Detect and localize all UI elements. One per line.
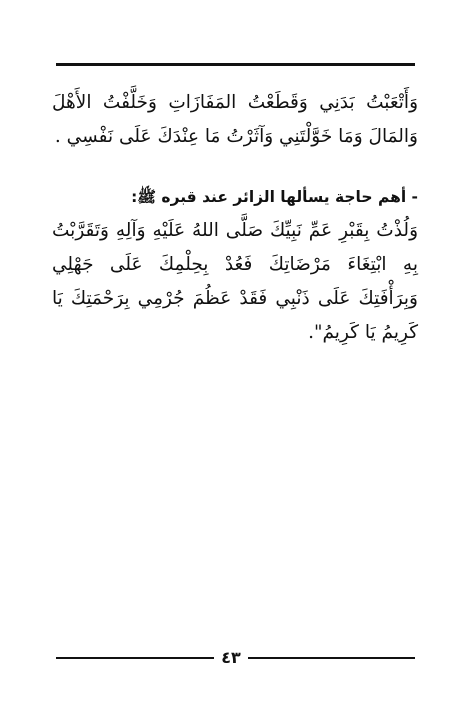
prayer-paragraph-2: وَلُذْتُ بِقَبْرِ عَمِّ نَبِيِّكَ صَلَّى اللهُ عَلَيْهِ وَآلِهِ وَتَقَرَّبْتُ بِهِ ابْتِغَاءَ مَرْضَاتِكَ فَعُدْ بِحِلْمِكَ عَلَى جَهْلِي وَبِرَأْفَتِكَ عَلَى ذَنْبِي فَقَدْ عَظُمَ جُرْمِي بِرَحْمَتِكَ يَا كَرِيمُ يَا كَرِيمُ".	[52, 220, 418, 343]
prayer-paragraph-1: وَأَتْعَبْتُ بَدَنِي وَقَطَعْتُ المَفَازَاتِ وَخَلَّفْتُ الأَهْلَ وَالمَالَ وَمَا خَوَّلْتَنِي وَآثَرْتُ مَا عِنْدَكَ عَلَى نَفْسِي .	[52, 92, 418, 147]
page-number: ٤٣	[221, 648, 241, 667]
footer-rule-right	[248, 657, 415, 659]
section-heading: - أهم حاجة يسألها الزائر عند قبره ﷺ:	[131, 188, 418, 206]
header-rule	[56, 63, 415, 66]
footer-rule-left	[56, 657, 214, 659]
page-footer	[56, 648, 415, 668]
